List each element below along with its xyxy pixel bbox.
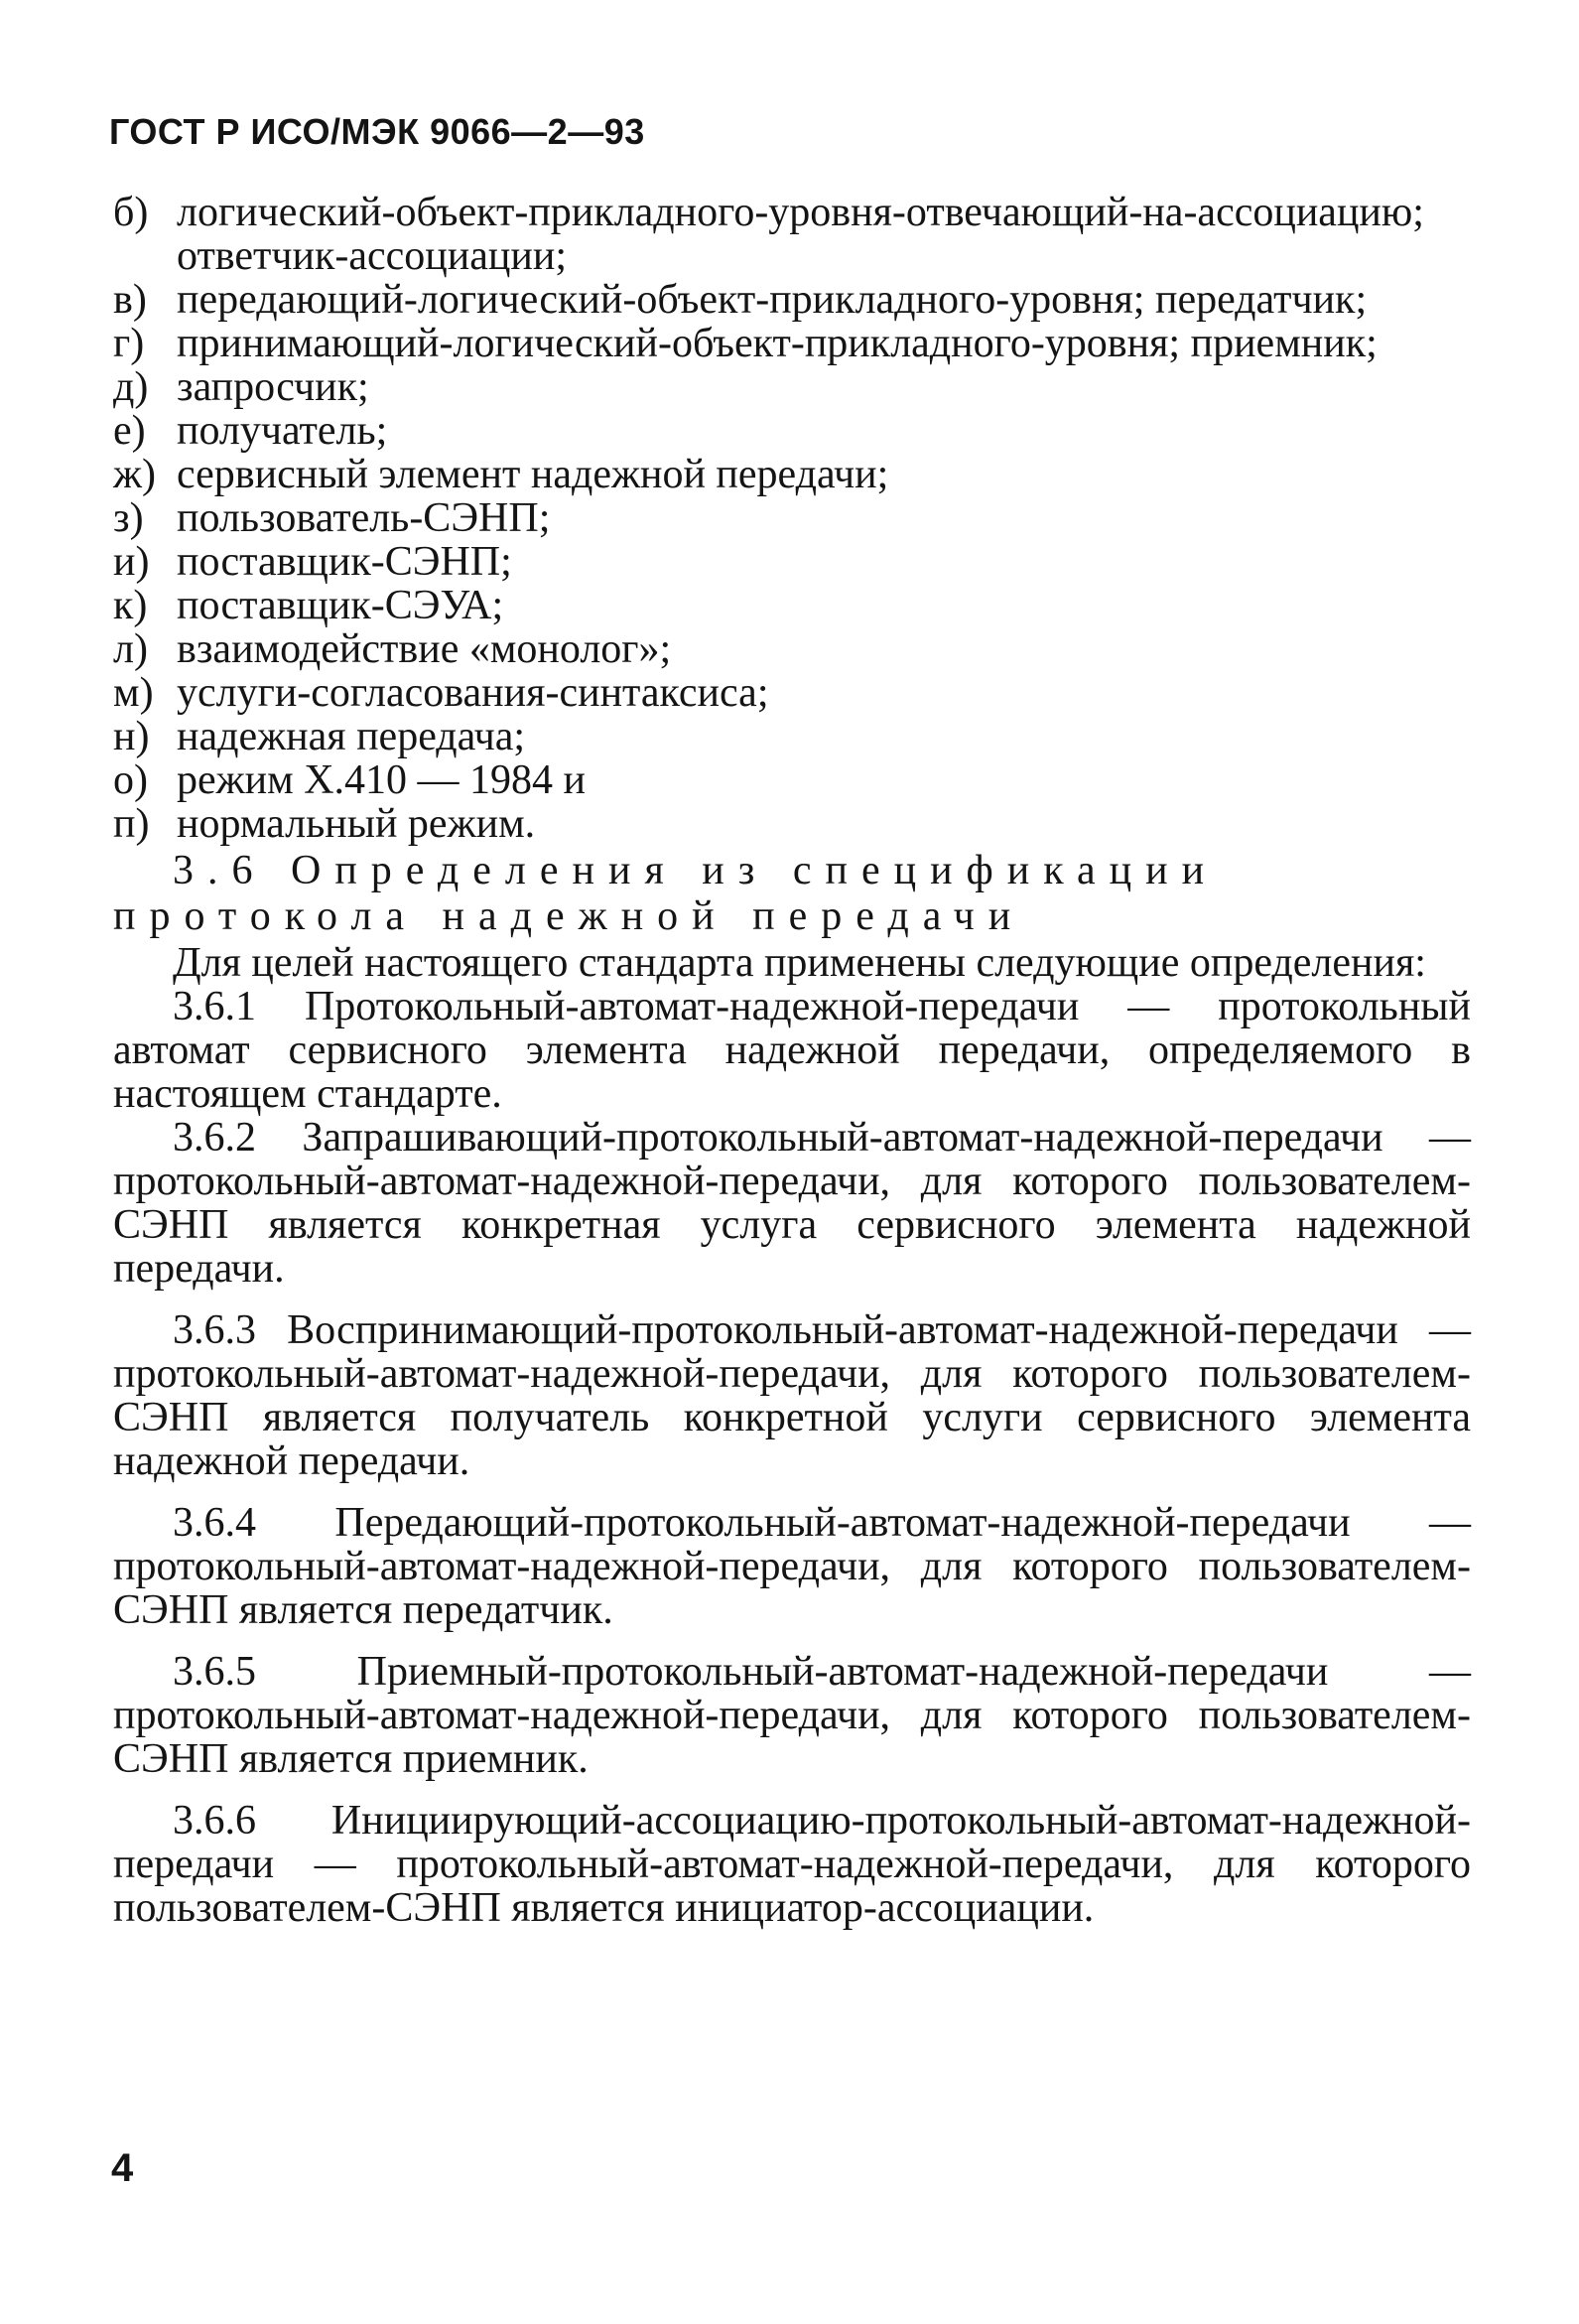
list-item [113, 715, 1471, 758]
definitions-list [113, 191, 1471, 846]
list-item-text: взаимодействие «монолог»; [177, 626, 672, 672]
list-marker: б) [113, 190, 149, 235]
definition-paragraph: 3.6.2 Запрашивающий-протокольный-автомат-надежной-передачи — протокольный-автомат-надежной-передачи, для которого пользователем-СЭНП является конкретная услуга сервисного элемента надежной передачи. [113, 1115, 1471, 1292]
list-marker: п) [113, 801, 150, 847]
list-marker: м) [113, 670, 154, 716]
section-heading: 3.6 Определения из спецификации протокола надежной передачи [113, 848, 1219, 939]
list-item-text: поставщик-СЭУА; [177, 583, 504, 628]
document-body [113, 191, 1471, 1930]
list-item [113, 191, 1471, 278]
list-item-text: надежная передача; [177, 714, 526, 759]
list-item [113, 671, 1471, 715]
list-marker: к) [113, 583, 148, 628]
list-item-text: передающий-логический-объект-прикладного-уровня; передатчик; [177, 277, 1368, 323]
list-item [113, 409, 1471, 453]
list-item [113, 453, 1471, 496]
list-item-text: пользователь-СЭНП; [177, 495, 551, 541]
list-marker: е) [113, 408, 146, 454]
list-marker: о) [113, 757, 148, 803]
list-item-text: запросчик; [177, 364, 369, 410]
definition-paragraph: 3.6.4 Передающий-протокольный-автомат-надежной-передачи — протокольный-автомат-надежной-передачи, для которого пользователем-СЭНП является передатчик. [113, 1500, 1471, 1633]
list-item [113, 365, 1471, 409]
list-item [113, 496, 1471, 540]
list-item [113, 758, 1471, 802]
list-item-text: сервисный элемент надежной передачи; [177, 452, 889, 497]
list-item-text: режим X.410 — 1984 и [177, 757, 587, 803]
list-marker: з) [113, 495, 144, 541]
list-marker: в) [113, 277, 147, 323]
definition-paragraph: 3.6.6 Инициирующий-ассоциацию-протокольный-автомат-надежной-передачи — протокольный-автомат-надежной-передачи, для которого пользователем-СЭНП является инициатор-ассоциации. [113, 1798, 1471, 1931]
list-marker: и) [113, 539, 150, 585]
list-marker: н) [113, 714, 150, 759]
definition-paragraph: 3.6.5 Приемный-протокольный-автомат-надежной-передачи — протокольный-автомат-надежной-передачи, для которого пользователем-СЭНП является приемник. [113, 1649, 1471, 1782]
list-marker: г) [113, 321, 145, 366]
list-item [113, 540, 1471, 584]
list-item-text: поставщик-СЭНП; [177, 539, 512, 585]
list-item [113, 278, 1471, 322]
list-marker: л) [113, 626, 148, 672]
list-item [113, 802, 1471, 846]
list-item-text: услуги-согласования-синтаксиса; [177, 670, 769, 716]
list-item [113, 584, 1471, 627]
definition-paragraph: 3.6.3 Воспринимающий-протокольный-автомат-надежной-передачи — протокольный-автомат-надежной-передачи, для которого пользователем-СЭНП является получатель конкретной услуги сервисного элемента надежной передачи. [113, 1307, 1471, 1484]
section-intro: Для целей настоящего стандарта применены следующие определения: [173, 940, 1426, 986]
list-item-text: принимающий-логический-объект-прикладного-уровня; приемник; [177, 321, 1378, 366]
list-item-text: получатель; [177, 408, 388, 454]
page-number: 4 [111, 2146, 134, 2190]
list-marker: ж) [113, 452, 157, 497]
list-item [113, 322, 1471, 365]
list-item-text: логический-объект-прикладного-уровня-отвечающий-на-ассоциацию; ответчик-ассоциации; [177, 190, 1424, 279]
list-marker: д) [113, 364, 149, 410]
definition-paragraph: 3.6.1 Протокольный-автомат-надежной-передачи — протокольный автомат сервисного элемента надежной передачи, определяемого в настоящем стандарте. [113, 984, 1471, 1117]
list-item [113, 627, 1471, 671]
document-header: ГОСТ Р ИСО/МЭК 9066—2—93 [109, 111, 645, 152]
list-item-text: нормальный режим. [177, 801, 536, 847]
